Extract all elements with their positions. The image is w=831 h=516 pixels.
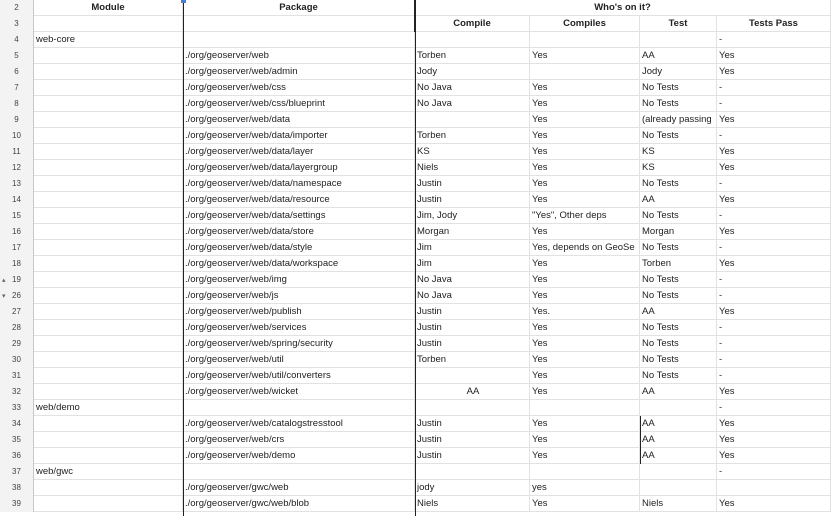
- header-module[interactable]: Module: [34, 0, 183, 16]
- compile-cell[interactable]: Justin: [415, 336, 530, 352]
- compile-cell[interactable]: Justin: [415, 416, 530, 432]
- package-cell[interactable]: ./org/geoserver/web/img: [183, 272, 415, 288]
- header-compile[interactable]: Compile: [415, 16, 530, 32]
- module-cell[interactable]: [34, 208, 183, 224]
- row-number[interactable]: 34: [0, 416, 34, 432]
- compiles-cell[interactable]: Yes: [530, 192, 640, 208]
- test-cell[interactable]: Jody: [640, 64, 717, 80]
- test-cell[interactable]: AA: [640, 48, 717, 64]
- test-cell[interactable]: AA: [640, 416, 717, 432]
- compiles-cell[interactable]: Yes: [530, 448, 640, 464]
- compiles-cell[interactable]: Yes: [530, 256, 640, 272]
- package-cell[interactable]: ./org/geoserver/web/util/converters: [183, 368, 415, 384]
- package-cell[interactable]: ./org/geoserver/gwc/web: [183, 480, 415, 496]
- package-cell[interactable]: ./org/geoserver/web: [183, 48, 415, 64]
- group-toggle-icon[interactable]: ▴: [2, 277, 6, 284]
- module-cell[interactable]: [34, 480, 183, 496]
- compile-cell[interactable]: [415, 368, 530, 384]
- test-cell[interactable]: AA: [640, 304, 717, 320]
- column-divider: [183, 32, 184, 516]
- package-cell[interactable]: [183, 32, 415, 48]
- row-number[interactable]: 16: [0, 224, 34, 240]
- column-divider: [640, 416, 641, 464]
- row-number[interactable]: 4: [0, 32, 34, 48]
- test-cell[interactable]: No Tests: [640, 320, 717, 336]
- package-cell[interactable]: ./org/geoserver/gwc/web/blob: [183, 496, 415, 512]
- header-compiles[interactable]: Compiles: [530, 16, 640, 32]
- module-cell[interactable]: [34, 64, 183, 80]
- tests-pass-cell[interactable]: -: [717, 32, 831, 48]
- compiles-cell[interactable]: [530, 64, 640, 80]
- row-number[interactable]: 38: [0, 480, 34, 496]
- tests-pass-cell[interactable]: Yes: [717, 496, 831, 512]
- module-cell[interactable]: [34, 80, 183, 96]
- test-cell[interactable]: No Tests: [640, 176, 717, 192]
- module-cell[interactable]: [34, 272, 183, 288]
- tests-pass-cell[interactable]: -: [717, 368, 831, 384]
- row-number[interactable]: 39: [0, 496, 34, 512]
- compile-cell[interactable]: jody: [415, 480, 530, 496]
- test-cell[interactable]: No Tests: [640, 96, 717, 112]
- test-cell[interactable]: No Tests: [640, 336, 717, 352]
- module-cell[interactable]: [34, 224, 183, 240]
- tests-pass-cell[interactable]: Yes: [717, 48, 831, 64]
- row-number[interactable]: 36: [0, 448, 34, 464]
- test-cell[interactable]: [640, 32, 717, 48]
- row-number[interactable]: 3: [0, 16, 34, 32]
- package-cell[interactable]: ./org/geoserver/web/data/style: [183, 240, 415, 256]
- module-cell[interactable]: [34, 448, 183, 464]
- tests-pass-cell[interactable]: -: [717, 80, 831, 96]
- compiles-cell[interactable]: Yes: [530, 288, 640, 304]
- compiles-cell[interactable]: [530, 32, 640, 48]
- tests-pass-cell[interactable]: -: [717, 464, 831, 480]
- package-cell[interactable]: ./org/geoserver/web/data/settings: [183, 208, 415, 224]
- compiles-cell[interactable]: Yes: [530, 320, 640, 336]
- compiles-cell[interactable]: Yes: [530, 336, 640, 352]
- compile-cell[interactable]: Jim: [415, 240, 530, 256]
- test-cell[interactable]: KS: [640, 160, 717, 176]
- compile-cell[interactable]: Justin: [415, 192, 530, 208]
- compile-cell[interactable]: AA: [415, 384, 530, 400]
- compile-cell[interactable]: KS: [415, 144, 530, 160]
- row-number[interactable]: 7: [0, 80, 34, 96]
- row-number[interactable]: 18: [0, 256, 34, 272]
- tests-pass-cell[interactable]: Yes: [717, 416, 831, 432]
- compile-cell[interactable]: Morgan: [415, 224, 530, 240]
- package-cell[interactable]: ./org/geoserver/web/wicket: [183, 384, 415, 400]
- package-cell[interactable]: [183, 400, 415, 416]
- tests-pass-cell[interactable]: -: [717, 288, 831, 304]
- row-number[interactable]: 27: [0, 304, 34, 320]
- package-cell[interactable]: ./org/geoserver/web/data/resource: [183, 192, 415, 208]
- module-cell[interactable]: [34, 496, 183, 512]
- tests-pass-cell[interactable]: -: [717, 240, 831, 256]
- row-number[interactable]: 15: [0, 208, 34, 224]
- tests-pass-cell[interactable]: -: [717, 272, 831, 288]
- package-cell[interactable]: ./org/geoserver/web/data: [183, 112, 415, 128]
- compiles-cell[interactable]: Yes: [530, 128, 640, 144]
- compile-cell[interactable]: Justin: [415, 432, 530, 448]
- compile-cell[interactable]: Justin: [415, 448, 530, 464]
- test-cell[interactable]: No Tests: [640, 368, 717, 384]
- compiles-cell[interactable]: [530, 400, 640, 416]
- tests-pass-cell[interactable]: Yes: [717, 192, 831, 208]
- compile-cell[interactable]: No Java: [415, 80, 530, 96]
- module-cell[interactable]: web/demo: [34, 400, 183, 416]
- compiles-cell[interactable]: Yes.: [530, 304, 640, 320]
- cell[interactable]: [183, 16, 415, 32]
- row-number[interactable]: 8: [0, 96, 34, 112]
- tests-pass-cell[interactable]: -: [717, 336, 831, 352]
- row-number[interactable]: 13: [0, 176, 34, 192]
- compile-cell[interactable]: No Java: [415, 288, 530, 304]
- compiles-cell[interactable]: Yes: [530, 48, 640, 64]
- compile-cell[interactable]: Justin: [415, 176, 530, 192]
- row-number[interactable]: 11: [0, 144, 34, 160]
- module-cell[interactable]: [34, 352, 183, 368]
- compile-cell[interactable]: Torben: [415, 128, 530, 144]
- module-cell[interactable]: web-core: [34, 32, 183, 48]
- tests-pass-cell[interactable]: -: [717, 208, 831, 224]
- tests-pass-cell[interactable]: Yes: [717, 160, 831, 176]
- test-cell[interactable]: KS: [640, 144, 717, 160]
- test-cell[interactable]: No Tests: [640, 272, 717, 288]
- compiles-cell[interactable]: Yes: [530, 416, 640, 432]
- package-cell[interactable]: ./org/geoserver/web/data/importer: [183, 128, 415, 144]
- column-divider: [415, 0, 416, 516]
- tests-pass-cell[interactable]: -: [717, 176, 831, 192]
- test-cell[interactable]: AA: [640, 192, 717, 208]
- module-cell[interactable]: [34, 416, 183, 432]
- compiles-cell[interactable]: Yes: [530, 96, 640, 112]
- compiles-cell[interactable]: Yes: [530, 112, 640, 128]
- compile-cell[interactable]: [415, 112, 530, 128]
- module-cell[interactable]: [34, 96, 183, 112]
- group-toggle-icon[interactable]: ▾: [2, 293, 6, 300]
- package-cell[interactable]: ./org/geoserver/web/catalogstresstool: [183, 416, 415, 432]
- tests-pass-cell[interactable]: Yes: [717, 384, 831, 400]
- tests-pass-cell[interactable]: -: [717, 96, 831, 112]
- header-whos-on-it[interactable]: Who's on it?: [415, 0, 831, 16]
- compile-cell[interactable]: Torben: [415, 48, 530, 64]
- row-number[interactable]: 12: [0, 160, 34, 176]
- test-cell[interactable]: AA: [640, 432, 717, 448]
- module-cell[interactable]: [34, 320, 183, 336]
- test-cell[interactable]: [640, 400, 717, 416]
- tests-pass-cell[interactable]: Yes: [717, 432, 831, 448]
- test-cell[interactable]: No Tests: [640, 240, 717, 256]
- row-number[interactable]: 30: [0, 352, 34, 368]
- tests-pass-cell[interactable]: Yes: [717, 224, 831, 240]
- compile-cell[interactable]: Jim, Jody: [415, 208, 530, 224]
- compile-cell[interactable]: Niels: [415, 496, 530, 512]
- module-cell[interactable]: [34, 368, 183, 384]
- test-cell[interactable]: AA: [640, 384, 717, 400]
- test-cell[interactable]: No Tests: [640, 128, 717, 144]
- row-number[interactable]: 19 ▴: [0, 272, 34, 288]
- module-cell[interactable]: [34, 256, 183, 272]
- module-cell[interactable]: [34, 336, 183, 352]
- compiles-cell[interactable]: "Yes", Other deps: [530, 208, 640, 224]
- compile-cell[interactable]: No Java: [415, 272, 530, 288]
- module-cell[interactable]: [34, 160, 183, 176]
- package-cell[interactable]: [183, 464, 415, 480]
- tests-pass-cell[interactable]: Yes: [717, 448, 831, 464]
- compiles-cell[interactable]: Yes: [530, 368, 640, 384]
- compiles-cell[interactable]: Yes: [530, 496, 640, 512]
- compile-cell[interactable]: [415, 464, 530, 480]
- module-cell[interactable]: [34, 112, 183, 128]
- test-cell[interactable]: (already passing: [640, 112, 717, 128]
- package-cell[interactable]: ./org/geoserver/web/data/store: [183, 224, 415, 240]
- module-cell[interactable]: [34, 48, 183, 64]
- test-cell[interactable]: No Tests: [640, 288, 717, 304]
- module-cell[interactable]: [34, 192, 183, 208]
- cell[interactable]: [34, 16, 183, 32]
- tests-pass-cell[interactable]: -: [717, 352, 831, 368]
- tests-pass-cell[interactable]: Yes: [717, 304, 831, 320]
- test-cell[interactable]: Niels: [640, 496, 717, 512]
- row-number[interactable]: 2: [0, 0, 34, 16]
- package-cell[interactable]: ./org/geoserver/web/data/layer: [183, 144, 415, 160]
- module-cell[interactable]: [34, 240, 183, 256]
- package-cell[interactable]: ./org/geoserver/web/data/namespace: [183, 176, 415, 192]
- test-cell[interactable]: Torben: [640, 256, 717, 272]
- row-number[interactable]: 32: [0, 384, 34, 400]
- package-cell[interactable]: ./org/geoserver/web/util: [183, 352, 415, 368]
- test-cell[interactable]: [640, 480, 717, 496]
- compiles-cell[interactable]: Yes: [530, 432, 640, 448]
- module-cell[interactable]: [34, 432, 183, 448]
- compile-cell[interactable]: No Java: [415, 96, 530, 112]
- tests-pass-cell[interactable]: Yes: [717, 64, 831, 80]
- row-number[interactable]: 14: [0, 192, 34, 208]
- compile-cell[interactable]: [415, 32, 530, 48]
- compiles-cell[interactable]: Yes, depends on GeoSe: [530, 240, 640, 256]
- tests-pass-cell[interactable]: -: [717, 320, 831, 336]
- compile-cell[interactable]: Justin: [415, 304, 530, 320]
- package-cell[interactable]: ./org/geoserver/web/css: [183, 80, 415, 96]
- row-number[interactable]: 5: [0, 48, 34, 64]
- compiles-cell[interactable]: Yes: [530, 144, 640, 160]
- test-cell[interactable]: No Tests: [640, 352, 717, 368]
- package-cell[interactable]: ./org/geoserver/web/data/layergroup: [183, 160, 415, 176]
- compile-cell[interactable]: Jody: [415, 64, 530, 80]
- row-number[interactable]: 33: [0, 400, 34, 416]
- compile-cell[interactable]: Torben: [415, 352, 530, 368]
- tests-pass-cell[interactable]: -: [717, 400, 831, 416]
- module-cell[interactable]: [34, 128, 183, 144]
- compiles-cell[interactable]: Yes: [530, 224, 640, 240]
- tests-pass-cell[interactable]: -: [717, 128, 831, 144]
- tests-pass-cell[interactable]: Yes: [717, 256, 831, 272]
- module-cell[interactable]: [34, 304, 183, 320]
- module-cell[interactable]: [34, 384, 183, 400]
- test-cell[interactable]: Morgan: [640, 224, 717, 240]
- package-cell[interactable]: ./org/geoserver/web/js: [183, 288, 415, 304]
- test-cell[interactable]: No Tests: [640, 80, 717, 96]
- row-number[interactable]: 17: [0, 240, 34, 256]
- compiles-cell[interactable]: Yes: [530, 272, 640, 288]
- tests-pass-cell[interactable]: Yes: [717, 112, 831, 128]
- module-cell[interactable]: [34, 144, 183, 160]
- compiles-cell[interactable]: Yes: [530, 384, 640, 400]
- module-cell[interactable]: [34, 176, 183, 192]
- row-number[interactable]: 28: [0, 320, 34, 336]
- row-number[interactable]: 29: [0, 336, 34, 352]
- row-number[interactable]: 9: [0, 112, 34, 128]
- row-number[interactable]: 6: [0, 64, 34, 80]
- compile-cell[interactable]: Niels: [415, 160, 530, 176]
- compiles-cell[interactable]: Yes: [530, 176, 640, 192]
- package-cell[interactable]: ./org/geoserver/web/demo: [183, 448, 415, 464]
- compiles-cell[interactable]: Yes: [530, 352, 640, 368]
- package-cell[interactable]: ./org/geoserver/web/css/blueprint: [183, 96, 415, 112]
- package-cell[interactable]: ./org/geoserver/web/crs: [183, 432, 415, 448]
- column-divider: [183, 0, 184, 32]
- row-number[interactable]: 37: [0, 464, 34, 480]
- header-test[interactable]: Test: [640, 16, 717, 32]
- header-tests-pass[interactable]: Tests Pass: [717, 16, 831, 32]
- column-resize-handle[interactable]: [181, 0, 186, 3]
- module-cell[interactable]: [34, 288, 183, 304]
- compiles-cell[interactable]: yes: [530, 480, 640, 496]
- tests-pass-cell[interactable]: [717, 480, 831, 496]
- package-cell[interactable]: ./org/geoserver/web/data/workspace: [183, 256, 415, 272]
- compiles-cell[interactable]: Yes: [530, 80, 640, 96]
- compile-cell[interactable]: [415, 400, 530, 416]
- test-cell[interactable]: [640, 464, 717, 480]
- compiles-cell[interactable]: [530, 464, 640, 480]
- package-cell[interactable]: ./org/geoserver/web/admin: [183, 64, 415, 80]
- tests-pass-cell[interactable]: Yes: [717, 144, 831, 160]
- row-number[interactable]: 26 ▾: [0, 288, 34, 304]
- compile-cell[interactable]: Jim: [415, 256, 530, 272]
- row-number[interactable]: 35: [0, 432, 34, 448]
- package-cell[interactable]: ./org/geoserver/web/publish: [183, 304, 415, 320]
- row-number[interactable]: 10: [0, 128, 34, 144]
- compiles-cell[interactable]: Yes: [530, 160, 640, 176]
- package-cell[interactable]: ./org/geoserver/web/spring/security: [183, 336, 415, 352]
- package-cell[interactable]: ./org/geoserver/web/services: [183, 320, 415, 336]
- row-number[interactable]: 31: [0, 368, 34, 384]
- test-cell[interactable]: No Tests: [640, 208, 717, 224]
- compile-cell[interactable]: Justin: [415, 320, 530, 336]
- test-cell[interactable]: AA: [640, 448, 717, 464]
- module-cell[interactable]: web/gwc: [34, 464, 183, 480]
- header-package[interactable]: Package: [183, 0, 415, 16]
